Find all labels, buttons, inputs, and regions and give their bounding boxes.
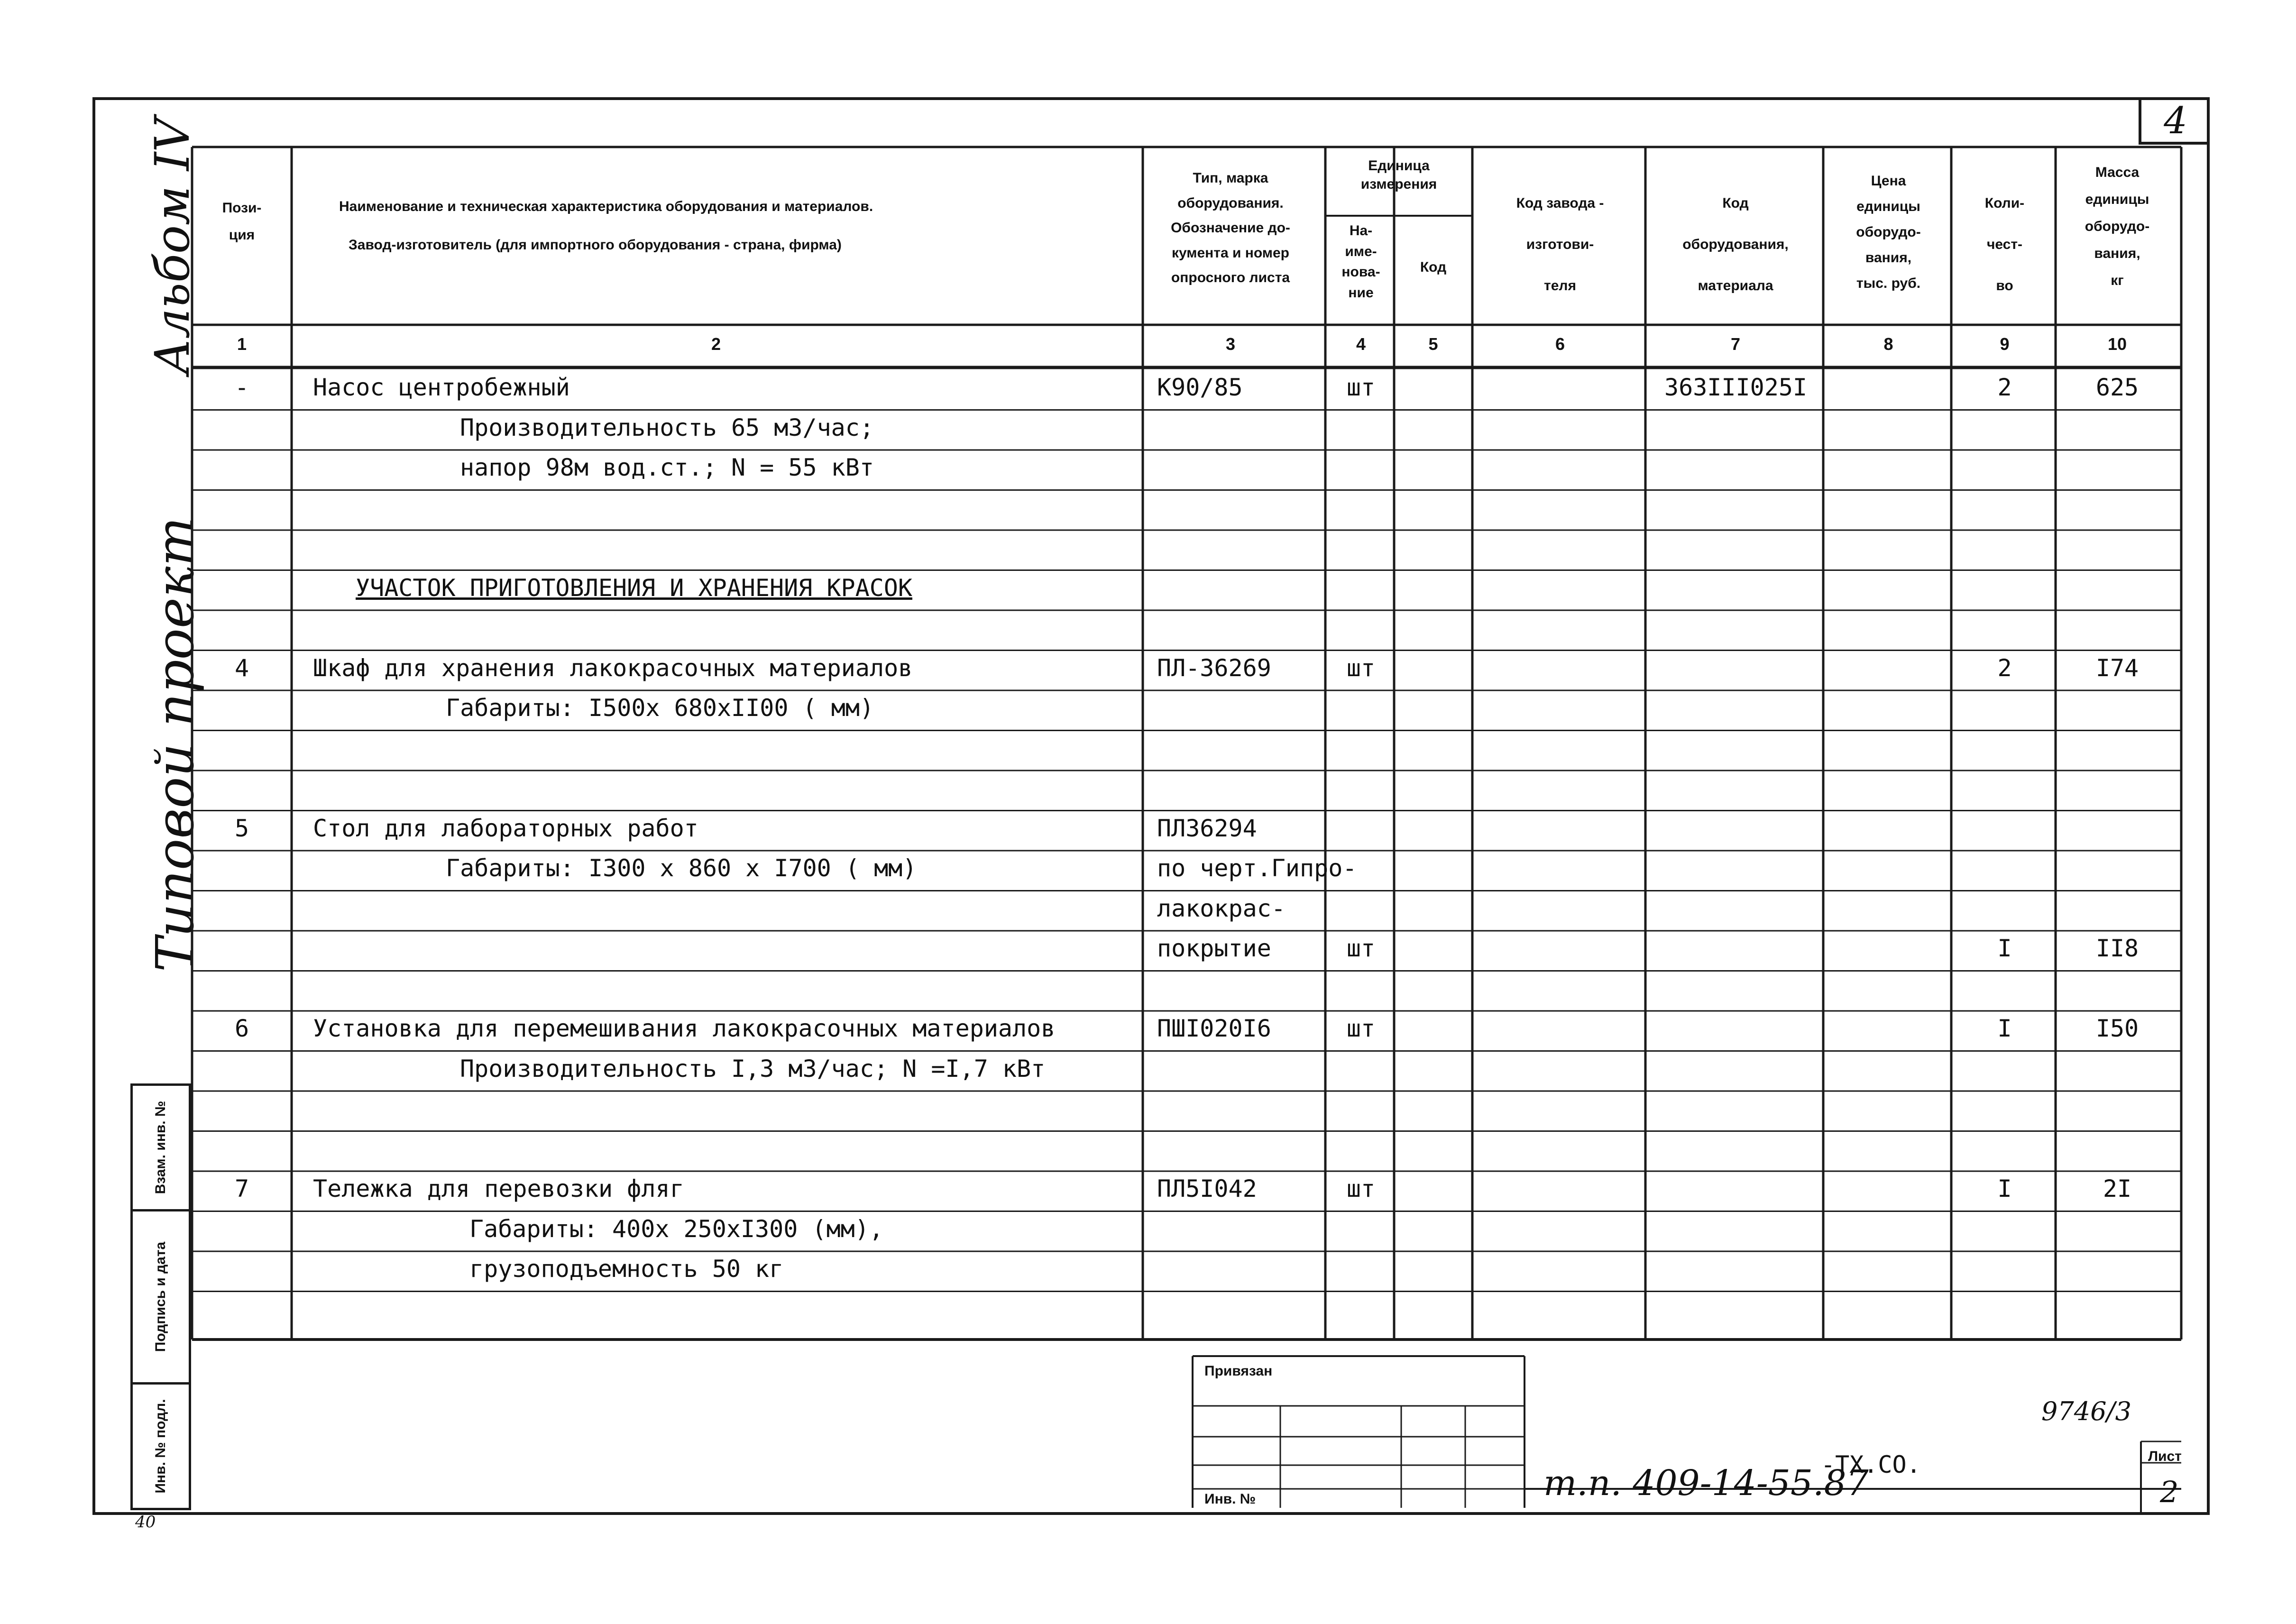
header-price-l2: единицы [1856, 199, 1920, 214]
header-type-l2: оборудования. [1177, 195, 1284, 211]
header-qty-l2: чест- [1986, 237, 2023, 252]
cell-type: ПШI020I6 [1157, 1015, 1271, 1042]
header-unit-name-l2: име- [1345, 243, 1377, 259]
cell-mass: 625 [2095, 374, 2139, 401]
colnum-1: 1 [237, 334, 247, 354]
header-unit-name [1328, 220, 1394, 303]
cell-mass: II8 [2095, 935, 2139, 962]
cell-name: Производительность 65 м3/час; [460, 413, 874, 441]
header-unit-name-l1: На- [1349, 223, 1373, 239]
cell-type: лакокрас- [1157, 894, 1286, 922]
cell-type: ПЛ36294 [1157, 814, 1257, 842]
cell-name: Производительность I,3 м3/час; N =I,7 кВт [460, 1055, 1046, 1083]
strip-label-3: Инв. № подл. [153, 1399, 168, 1494]
header-pos-line2: ция [229, 227, 255, 243]
sheet-value: 2 [2160, 1475, 2179, 1509]
cell-pos: - [234, 374, 249, 401]
cell-type: К90/85 [1157, 374, 1243, 401]
project-code: т.п. 409-14-55.87 [1543, 1463, 1869, 1504]
cell-mass: I50 [2095, 1015, 2139, 1042]
header-mass-l2: единицы [2085, 192, 2149, 207]
stamp-inv-no: Инв. № [1204, 1491, 1256, 1507]
sheet-label: Лист [2148, 1449, 2182, 1464]
header-unit-group [1328, 156, 1470, 193]
cell-pos: 4 [234, 654, 249, 682]
colnum-6: 6 [1555, 334, 1565, 354]
colnum-8: 8 [1883, 334, 1893, 354]
cell-name: УЧАСТОК ПРИГОТОВЛЕНИЯ И ХРАНЕНИЯ КРАСОК [356, 574, 912, 602]
header-price-l5: тыс. руб. [1856, 275, 1921, 291]
cell-pos: 7 [234, 1175, 249, 1202]
sheet-corner-number: 4 [2139, 97, 2210, 145]
cell-qty: I [1997, 1015, 2012, 1042]
header-qty [1954, 183, 2056, 306]
cell-name: Габариты: 400х 250хI300 (мм), [469, 1215, 883, 1243]
cell-qty: 2 [1997, 374, 2012, 401]
header-mass-l3: оборудо- [2085, 219, 2150, 234]
header-price-l4: вания, [1865, 250, 1912, 266]
colnum-7: 7 [1730, 334, 1741, 354]
header-unit-name-l4: ние [1348, 284, 1374, 301]
colnum-2: 2 [711, 334, 721, 354]
header-type-l5: опросного листа [1171, 270, 1290, 285]
cell-type: ПЛ5I042 [1157, 1175, 1257, 1202]
cell-name: напор 98м вод.ст.; N = 55 кВт [460, 454, 874, 481]
header-factory-l1: Код завода - [1516, 195, 1604, 211]
header-type-l1: Тип, марка [1193, 170, 1268, 186]
strip-label-1: Взам. инв. № [153, 1101, 168, 1194]
order-number: 9746/3 [2041, 1396, 2131, 1426]
header-name-line1: Наименование и техническая характеристика оборудования и материалов. [339, 199, 873, 214]
colnum-3: 3 [1225, 334, 1236, 354]
colnum-9: 9 [2000, 334, 2010, 354]
header-qty-l3: во [1996, 278, 2013, 294]
cell-code: 363III025I [1664, 374, 1808, 401]
header-type-l4: кумента и номер [1171, 245, 1290, 261]
strip-label-2: Подпись и дата [153, 1241, 168, 1352]
cell-type: покрытие [1157, 935, 1271, 962]
header-equip-l1: Код [1722, 195, 1749, 211]
header-factory-l3: теля [1544, 278, 1576, 294]
cell-unit: шт [1346, 935, 1376, 962]
header-type [1145, 166, 1316, 291]
cell-name: Габариты: I500х 680хII00 ( мм) [446, 694, 874, 722]
header-price [1826, 168, 1951, 296]
cell-unit: шт [1346, 654, 1376, 682]
cell-unit: шт [1346, 374, 1376, 401]
cell-unit: шт [1346, 1015, 1376, 1042]
header-pos-line1: Пози- [222, 200, 262, 216]
header-qty-l1: Коли- [1984, 195, 2025, 211]
header-equip-code [1648, 183, 1823, 306]
header-factory-l2: изготови- [1526, 237, 1594, 252]
cell-qty: I [1997, 935, 2012, 962]
colnum-5: 5 [1428, 334, 1438, 354]
header-name-line2: Завод-изготовитель (для импортного оборудования - страна, фирма) [349, 237, 842, 253]
cell-name: грузоподъемность 50 кг [469, 1255, 784, 1283]
header-equip-l3: материала [1698, 278, 1773, 294]
album-label: Альбом IV [145, 118, 200, 375]
cell-name: Габариты: I300 х 860 х I700 ( мм) [446, 854, 917, 882]
stamp-privyazan: Привязан [1204, 1363, 1273, 1379]
cell-unit: шт [1346, 1175, 1376, 1202]
cell-type: ПЛ-36269 [1157, 654, 1271, 682]
header-mass-l5: кг [2111, 273, 2124, 288]
header-unit-l2: измерения [1360, 176, 1437, 192]
cell-name: Тележка для перевозки фляг [313, 1175, 684, 1202]
header-mass [2058, 159, 2177, 294]
header-unit-l1: Единица [1368, 158, 1430, 174]
doc-code: -ТХ.СО. [1821, 1451, 1921, 1478]
cell-type: по черт.Гипро- [1157, 854, 1357, 882]
cell-pos: 5 [234, 814, 249, 842]
bottom-note: 40 [135, 1513, 156, 1532]
header-mass-l4: вания, [2094, 246, 2140, 261]
header-factory-code [1475, 183, 1645, 306]
cell-qty: 2 [1997, 654, 2012, 682]
header-unit-code: Код [1420, 259, 1447, 275]
header-equip-l2: оборудования, [1682, 237, 1789, 252]
colnum-10: 10 [2107, 334, 2127, 354]
cell-name: Насос центробежный [313, 374, 570, 401]
header-mass-l1: Масса [2095, 165, 2140, 180]
colnum-4: 4 [1356, 334, 1366, 354]
cell-name: Шкаф для хранения лакокрасочных материалов [313, 654, 913, 682]
header-name [294, 187, 1138, 264]
header-pos [194, 194, 289, 248]
cell-qty: I [1997, 1175, 2012, 1202]
header-unit-name-l3: нова- [1341, 264, 1380, 280]
project-label: Типовой проект [145, 517, 205, 972]
cell-name: Стол для лабораторных работ [313, 814, 698, 842]
header-price-l1: Цена [1871, 173, 1906, 189]
cell-mass: I74 [2095, 654, 2139, 682]
header-price-l3: оборудо- [1856, 224, 1921, 240]
header-type-l3: Обозначение до- [1171, 220, 1290, 236]
cell-pos: 6 [234, 1015, 249, 1042]
cell-name: Установка для перемешивания лакокрасочных материалов [313, 1015, 1056, 1042]
cell-mass: 2I [2103, 1175, 2132, 1202]
